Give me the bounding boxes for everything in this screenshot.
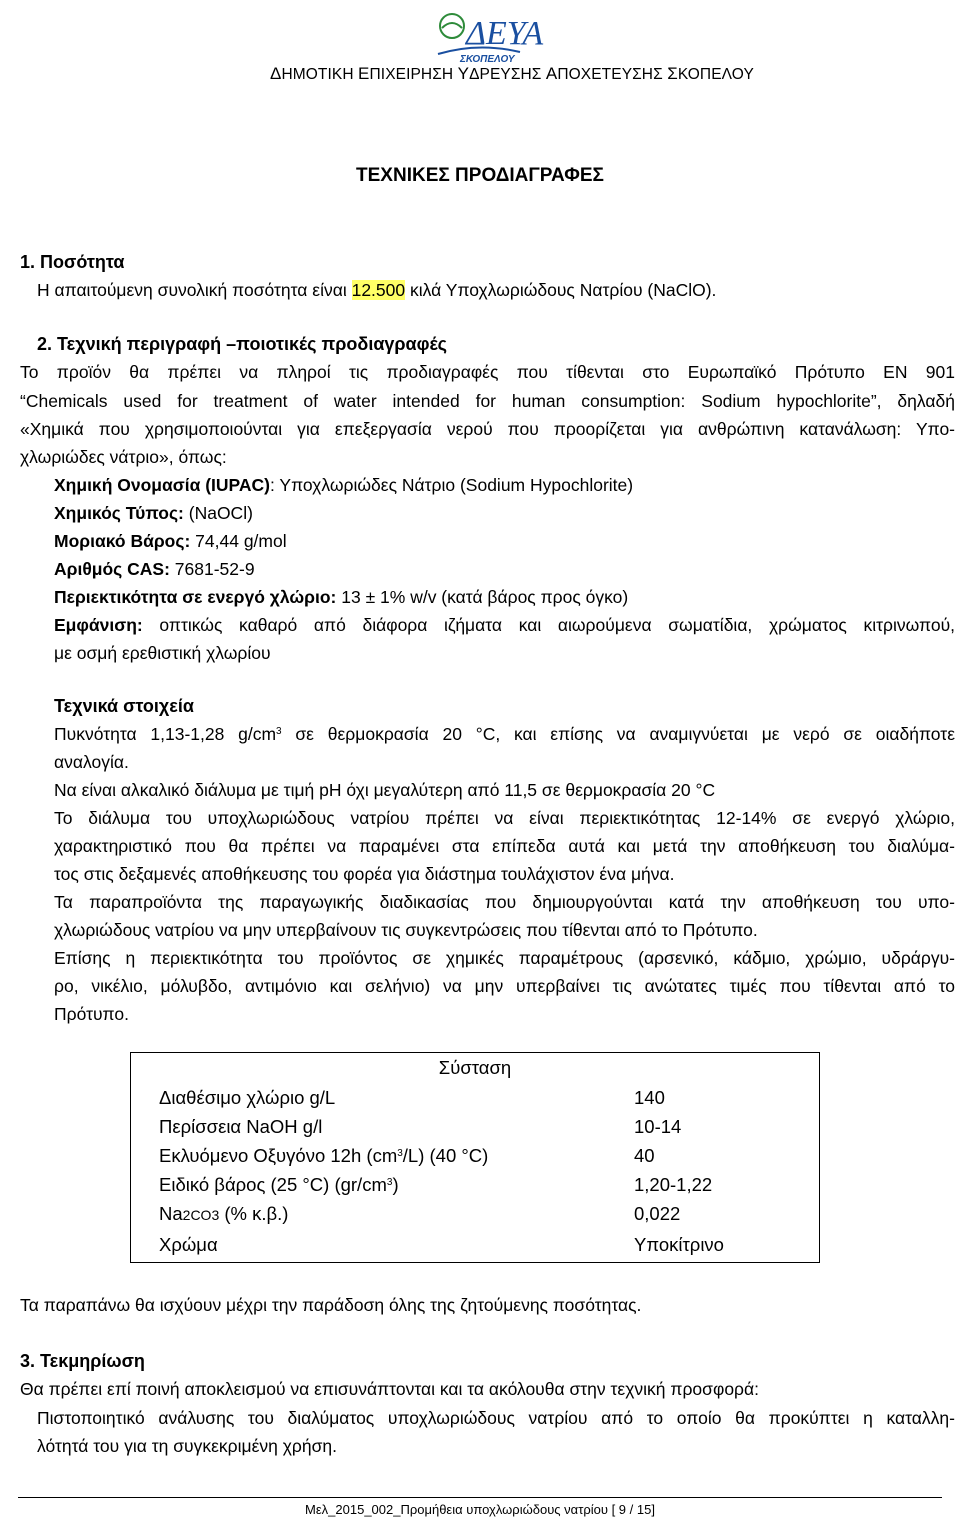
table-cell-value: 40: [634, 1144, 655, 1166]
org-word: ΔΗΜΟΤΙΚΗ: [270, 64, 359, 83]
technical-line: ρο, νικέλιο, μόλυβδο, αντιμόνιο και σελήνιο) να μην υπερβαίνει τις ανώτατες τιμές που τίθενται από το: [54, 976, 955, 996]
quantity-text-after: κιλά Υποχλωριώδους Νατρίου (NaClO).: [405, 280, 717, 300]
prop-value: 13 ± 1% w/v (κατά βάρος προς όγκο): [341, 587, 629, 607]
param-text-2: ): [392, 1173, 399, 1195]
svg-text:ΣΚΟΠΕΛΟΥ: ΣΚΟΠΕΛΟΥ: [460, 54, 515, 65]
table-row: [131, 1170, 820, 1199]
para-line: «Χημικά που χρησιμοποιούνται για επεξεργασία νερού που προορίζεται για ανθρώπινη κατανάλωση: Υπο-: [20, 419, 955, 439]
prop-iupac: [54, 472, 633, 498]
documentation-line: Θα πρέπει επί ποινή αποκλεισμού να επισυνάπτονται και τα ακόλουθα στην τεχνική προσφορά:: [20, 1379, 759, 1399]
table-cell-value: 10-14: [634, 1115, 682, 1137]
param-text-2: /L) (40 °C): [402, 1144, 489, 1166]
param-sup: 3: [386, 1176, 393, 1188]
footer-divider: [18, 1497, 942, 1498]
prop-label: Αριθμός CAS:: [54, 559, 170, 579]
org-word: ΣΚΟΠΕΛΟΥ: [667, 64, 754, 83]
density-text: Πυκνότητα 1,13-1,28 g/cm: [54, 724, 277, 744]
para-line: “Chemicals used for treatment of water intended for human consumption: Sodium hypochlorite”, δηλαδή: [20, 391, 955, 411]
composition-table: [130, 1052, 820, 1263]
table-cell-param: Διαθέσιμο χλώριο g/L: [159, 1086, 336, 1108]
document-title: ΤΕΧΝΙΚΕΣ ΠΡΟΔΙΑΓΡΑΦΕΣ: [356, 165, 604, 186]
quantity-text-before: Η απαιτούμενη συνολική ποσότητα είναι: [37, 280, 352, 300]
prop-formula: [54, 500, 253, 526]
closing-note: Τα παραπάνω θα ισχύουν μέχρι την παράδοση όλης της ζητούμενης ποσότητας.: [20, 1295, 642, 1315]
prop-label: Μοριακό Βάρος:: [54, 531, 191, 551]
technical-line: Επίσης η περιεκτικότητα του προϊόντος σε χημικές παραμέτρους (αρσενικό, κάδμιο, χρώμιο, υδράργυ-: [54, 948, 955, 968]
param-text: Εκλυόμενο Οξυγόνο 12h (cm: [159, 1144, 398, 1166]
param-formula: 2CO3: [182, 1206, 220, 1223]
prop-label: Χημική Ονομασία (IUPAC): [54, 475, 270, 495]
prop-value: Υποχλωριώδες Νάτριο (Sodium Hypochlorite): [279, 475, 634, 495]
logo: [430, 4, 544, 66]
technical-data-heading: Τεχνικά στοιχεία: [54, 696, 194, 716]
para-line: χλωριώδες νάτριο», όπως:: [20, 447, 227, 467]
param-text: Ειδικό βάρος (25 °C) (gr/cm: [159, 1173, 387, 1195]
technical-line: τος στις δεξαμενές αποθήκευσης του φορέα για διάστημα τουλάχιστον ένα μήνα.: [54, 864, 675, 884]
section-2-heading: 2. Τεχνική περιγραφή –ποιοτικές προδιαγραφές: [37, 334, 447, 354]
org-word: ΕΠΙΧΕΙΡΗΣΗ: [358, 64, 458, 83]
table-cell-param: Περίσσεια NaOH g/l: [159, 1115, 323, 1137]
technical-line: Τα παραπροϊόντα της παραγωγικής διαδικασίας που δημιουργούνται κατά την αποθήκευση του υπο-: [54, 892, 955, 912]
documentation-line: λότητά του για τη συγκεκριμένη χρήση.: [37, 1436, 337, 1456]
quantity-highlight: 12.500: [351, 280, 406, 300]
table-row: [131, 1228, 820, 1263]
table-cell-param: Χρώμα: [159, 1234, 218, 1255]
table-row: [131, 1112, 820, 1141]
table-cell-param: [131, 1170, 635, 1199]
prop-label: Χημικός Τύπος:: [54, 503, 184, 523]
prop-appearance: [54, 612, 955, 638]
table-cell-param: [131, 1199, 635, 1228]
page-footer: Μελ_2015_002_Προμήθεια υποχλωριώδους νατρίου [ 9 / 15]: [305, 1502, 655, 1517]
density-line-2: αναλογία.: [54, 752, 129, 772]
svg-text:ΔΕΥΑ: ΔΕΥΑ: [466, 15, 544, 52]
table-cell-value: 0,022: [634, 1202, 681, 1224]
quantity-text: [37, 277, 716, 303]
prop-active-chlorine: [54, 584, 628, 610]
technical-line: Να είναι αλκαλικό διάλυμα με τιμή pH όχι μεγαλύτερη από 11,5 σε θερμοκρασία 20 °C: [54, 780, 716, 800]
density-sup: 3: [276, 726, 282, 737]
table-cell-param: [131, 1141, 635, 1170]
table-cell-value: Υποκίτρινο: [634, 1234, 724, 1255]
prop-value: 74,44 g/mol: [195, 531, 287, 551]
param-text-2: (% κ.β.): [219, 1202, 289, 1224]
table-row: [131, 1083, 820, 1112]
table-row: [131, 1141, 820, 1170]
appearance-line-2: με οσμή ερεθιστική χλωρίου: [54, 643, 271, 663]
param-text: Na: [159, 1202, 183, 1224]
documentation-line: Πιστοποιητικό ανάλυσης του διαλύματος υποχλωριώδους νατρίου από το οποίο θα προκύπτει η καταλλη-: [37, 1408, 955, 1428]
prop-label: Περιεκτικότητα σε ενεργό χλώριο:: [54, 587, 337, 607]
section-3-heading: 3. Τεκμηρίωση: [20, 1351, 145, 1371]
density-line: [54, 721, 955, 747]
table-caption-row: [131, 1053, 820, 1084]
technical-line: χαρακτηριστικό που θα πρέπει να παραμένει στα επίπεδα αυτά και μετά την αποθήκευση του διαλύμα-: [54, 836, 955, 856]
technical-line: Πρότυπο.: [54, 1004, 129, 1024]
prop-sep: :: [270, 475, 280, 495]
prop-value: (NaOCl): [188, 503, 253, 523]
param-sup: 3: [397, 1147, 403, 1159]
org-word: ΑΠΟΧΕΤΕΥΣΗΣ: [545, 64, 668, 83]
table-cell-value: 140: [634, 1086, 665, 1108]
organization-name: [270, 64, 754, 84]
table-cell-value: 1,20-1,22: [634, 1173, 713, 1195]
prop-value: οπτικώς καθαρό από διάφορα ιζήματα και αιωρούμενα σωματίδια, χρώματος κιτρινωπού,: [142, 615, 955, 635]
table-row: [131, 1199, 820, 1228]
org-word: ΥΔΡΕΥΣΗΣ: [457, 64, 546, 83]
technical-line: χλωριώδους νατρίου να μην υπερβαίνουν τις συγκεντρώσεις που τίθενται από το Πρότυπο.: [54, 920, 758, 940]
technical-line: Το διάλυμα του υποχλωριώδους νατρίου πρέπει να είναι περιεκτικότητας 12-14% σε ενεργό χλώριο,: [54, 808, 955, 828]
para-line: Το προϊόν θα πρέπει να πληροί τις προδιαγραφές που τίθενται στο Ευρωπαϊκό Πρότυπο ΕΝ 901: [20, 362, 955, 382]
prop-value: 7681-52-9: [174, 559, 255, 579]
density-text-2: σε θερμοκρασία 20 °C, και επίσης να αναμιγνύεται με νερό σε οιαδήποτε: [281, 724, 955, 744]
prop-molar-mass: [54, 528, 287, 554]
section-1-heading: 1. Ποσότητα: [20, 252, 125, 272]
prop-cas: [54, 556, 255, 582]
table-caption: Σύσταση: [438, 1057, 512, 1078]
prop-label: Εμφάνιση:: [54, 615, 143, 635]
